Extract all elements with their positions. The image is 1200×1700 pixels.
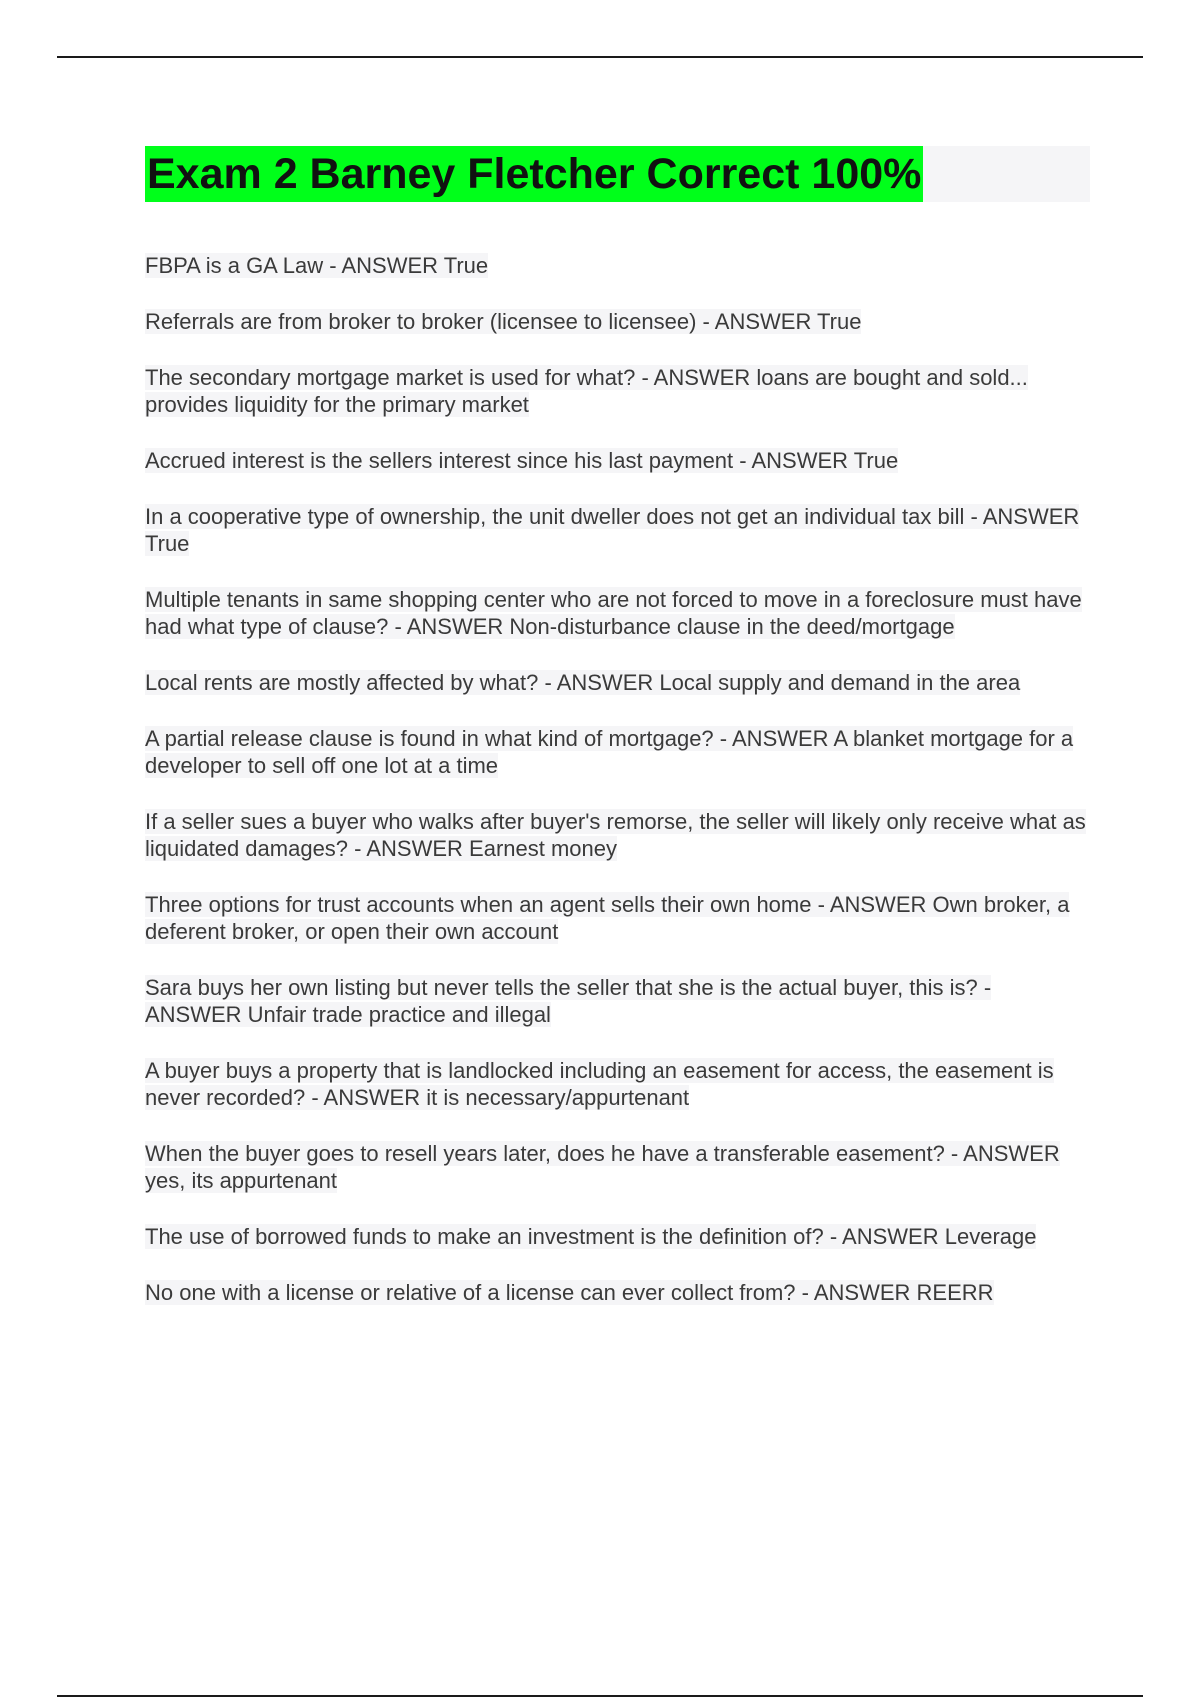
footer-rule [57,1695,1143,1697]
qa-item-10 [145,891,1090,945]
qa-item-text: A buyer buys a property that is landlocked including an easement for access, the easement is never recorded? - ANSWER it is necessary/appurtenant [145,1058,1054,1110]
qa-item-2 [145,308,1090,335]
qa-item-text: Multiple tenants in same shopping center who are not forced to move in a foreclosure must have had what type of clause? - ANSWER Non-disturbance clause in the deed/mortgage [145,587,1082,639]
qa-item-13 [145,1140,1090,1194]
qa-item-text: Referrals are from broker to broker (licensee to licensee) - ANSWER True [145,309,862,334]
qa-item-text: Sara buys her own listing but never tells the seller that she is the actual buyer, this is? - ANSWER Unfair trade practice and illegal [145,975,992,1027]
qa-item-7 [145,669,1090,696]
qa-item-text: The secondary mortgage market is used for what? - ANSWER loans are bought and sold... provides liquidity for the primary market [145,365,1028,417]
qa-item-14 [145,1223,1090,1250]
qa-item-3 [145,364,1090,418]
qa-item-text: Three options for trust accounts when an agent sells their own home - ANSWER Own broker, a deferent broker, or open their own account [145,892,1070,944]
qa-item-1 [145,252,1090,279]
qa-item-15 [145,1279,1090,1306]
qa-item-4 [145,447,1090,474]
qa-item-text: FBPA is a GA Law - ANSWER True [145,253,489,278]
qa-item-6 [145,586,1090,640]
qa-item-text: The use of borrowed funds to make an investment is the definition of? - ANSWER Leverage [145,1224,1037,1249]
qa-item-text: In a cooperative type of ownership, the unit dweller does not get an individual tax bill - ANSWER True [145,504,1080,556]
title-band [145,146,1090,202]
qa-item-5 [145,503,1090,557]
document-body [145,146,1090,1335]
qa-item-11 [145,974,1090,1028]
qa-item-text: Accrued interest is the sellers interest since his last payment - ANSWER True [145,448,899,473]
qa-item-text: If a seller sues a buyer who walks after buyer's remorse, the seller will likely only receive what as liquidated damages? - ANSWER Earnest money [145,809,1086,861]
qa-item-8 [145,725,1090,779]
qa-item-12 [145,1057,1090,1111]
qa-item-text: A partial release clause is found in what kind of mortgage? - ANSWER A blanket mortgage for a developer to sell off one lot at a time [145,726,1074,778]
qa-item-text: No one with a license or relative of a license can ever collect from? - ANSWER REERR [145,1280,994,1305]
header-rule [57,56,1143,58]
qa-item-9 [145,808,1090,862]
document-title: Exam 2 Barney Fletcher Correct 100% [145,146,923,202]
qa-item-text: Local rents are mostly affected by what? - ANSWER Local supply and demand in the area [145,670,1021,695]
qa-item-text: When the buyer goes to resell years later, does he have a transferable easement? - ANSWER yes, its appurtenant [145,1141,1060,1193]
